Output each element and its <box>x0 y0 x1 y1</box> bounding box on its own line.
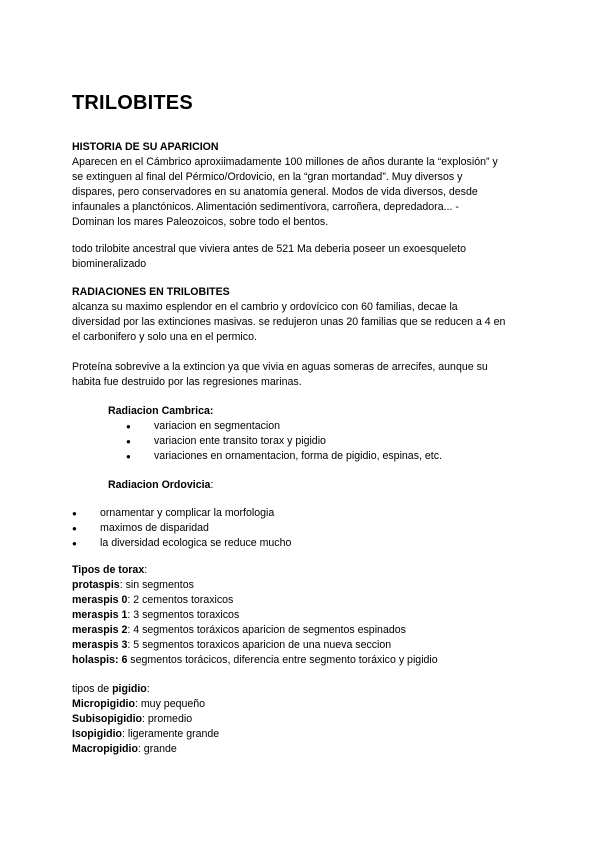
torax-row <box>72 623 532 638</box>
proteina-line: habita fue destruido por las regresiones marinas. <box>72 376 302 388</box>
historia-heading: HISTORIA DE SU APARICION <box>72 141 219 153</box>
torax-row <box>72 578 532 593</box>
historia-line: se extinguen al final del Pérmico/Ordovicio, en la “gran mortandad”. Muy diversos y <box>72 171 463 183</box>
list-item: ● variacion ente transito torax y pigidio <box>126 434 568 449</box>
torax-row <box>72 653 532 668</box>
historia-line: Aparecen en el Cámbrico aproxiimadamente 100 millones de años durante la “explosión” y <box>72 156 498 168</box>
pigidio-heading-prefix: tipos de <box>72 683 113 695</box>
ancestral-line: biomineralizado <box>72 258 147 270</box>
cambrica-heading: Radiacion Cambrica: <box>108 405 214 417</box>
pigidio-term: Isopigidio <box>72 728 123 740</box>
ancestral-line: todo trilobite ancestral que viviera antes de 521 Ma deberia poseer un exoesqueleto <box>72 243 466 255</box>
radiaciones-section <box>72 285 532 345</box>
pigidio-section <box>72 682 532 757</box>
list-item: ● variacion en segmentacion <box>126 419 568 434</box>
list-item: ● la diversidad ecologica se reduce mucho <box>72 536 532 551</box>
torax-sep: : <box>127 624 131 636</box>
ordovicia-heading: Radiacion Ordovicia <box>108 479 211 491</box>
pigidio-desc: : ligeramente grande <box>122 728 220 740</box>
ordovicia-list <box>72 506 532 551</box>
torax-row <box>72 593 532 608</box>
radiaciones-line: alcanza su maximo esplendor en el cambrio y ordovícico con 60 familias, decae la <box>72 301 458 313</box>
radiaciones-line: diversidad por las extinciones masivas. se redujeron unas 20 familias que se reducen a 4 en <box>72 316 506 328</box>
ordovicia-colon: : <box>210 479 214 491</box>
pigidio-term: Subisopigidio <box>72 713 143 725</box>
torax-desc: 2 cementos toraxicos <box>130 594 234 606</box>
ordovicia-list-block <box>72 506 532 551</box>
historia-line: dispares, pero conservadores en su anatomía general. Modos de vida diversos, desde <box>72 186 478 198</box>
pigidio-heading: pigidio <box>112 683 147 695</box>
pigidio-term: Micropigidio <box>72 698 135 710</box>
torax-term: holaspis <box>72 654 115 666</box>
proteina-line: Proteína sobrevive a la extincion ya que vivia en aguas someras de arrecifes, aunque su <box>72 361 488 373</box>
torax-sep: : <box>127 639 131 651</box>
torax-sep: : <box>127 609 131 621</box>
torax-sep: : <box>127 594 131 606</box>
torax-sep: : <box>119 579 123 591</box>
pigidio-desc: : grande <box>137 743 177 755</box>
list-item: ● variaciones en ornamentacion, forma de pigidio, espinas, etc. <box>126 449 568 464</box>
proteina-paragraph <box>72 360 532 390</box>
page-title: TRILOBITES <box>72 92 193 114</box>
torax-sep: : 6 <box>114 654 128 666</box>
pigidio-row <box>72 712 532 727</box>
torax-desc: 4 segmentos toráxicos aparicion de segmentos espinados <box>130 624 406 636</box>
torax-row <box>72 638 532 653</box>
ordovicia-heading-block <box>108 478 568 493</box>
list-item: ● maximos de disparidad <box>72 521 532 536</box>
pigidio-desc: : promedio <box>142 713 193 725</box>
torax-colon: : <box>144 564 148 576</box>
cambrica-section <box>108 404 568 464</box>
torax-section <box>72 563 532 668</box>
torax-desc: segmentos torácicos, diferencia entre segmento toráxico y pigidio <box>127 654 438 666</box>
radiaciones-heading: RADIACIONES EN TRILOBITES <box>72 286 230 298</box>
torax-heading: Tipos de torax <box>72 564 145 576</box>
torax-term: meraspis 1 <box>72 609 128 621</box>
historia-line: Dominan los mares Paleozoicos, sobre todo el bentos. <box>72 216 329 228</box>
historia-line: infaunales a planctónicos. Alimentación sedimentívora, carroñera, depredadora... - <box>72 201 459 213</box>
pigidio-term: Macropigidio <box>72 743 138 755</box>
torax-term: protaspis <box>72 579 120 591</box>
list-item: ● ornamentar y complicar la morfologia <box>72 506 532 521</box>
torax-desc: sin segmentos <box>122 579 194 591</box>
pigidio-row <box>72 697 532 712</box>
radiaciones-line: el carbonifero y solo una en el permico. <box>72 331 257 343</box>
pigidio-row <box>72 742 532 757</box>
torax-row <box>72 608 532 623</box>
pigidio-row <box>72 727 532 742</box>
torax-term: meraspis 0 <box>72 594 128 606</box>
ancestral-paragraph <box>72 242 532 272</box>
torax-desc: 5 segmentos toraxicos aparicion de una nueva seccion <box>130 639 392 651</box>
pigidio-desc: : muy pequeño <box>134 698 206 710</box>
torax-term: meraspis 2 <box>72 624 128 636</box>
historia-section <box>72 140 532 230</box>
cambrica-list <box>126 419 568 464</box>
torax-desc: 3 segmentos toraxicos <box>130 609 240 621</box>
pigidio-colon: : <box>146 683 150 695</box>
torax-term: meraspis 3 <box>72 639 128 651</box>
